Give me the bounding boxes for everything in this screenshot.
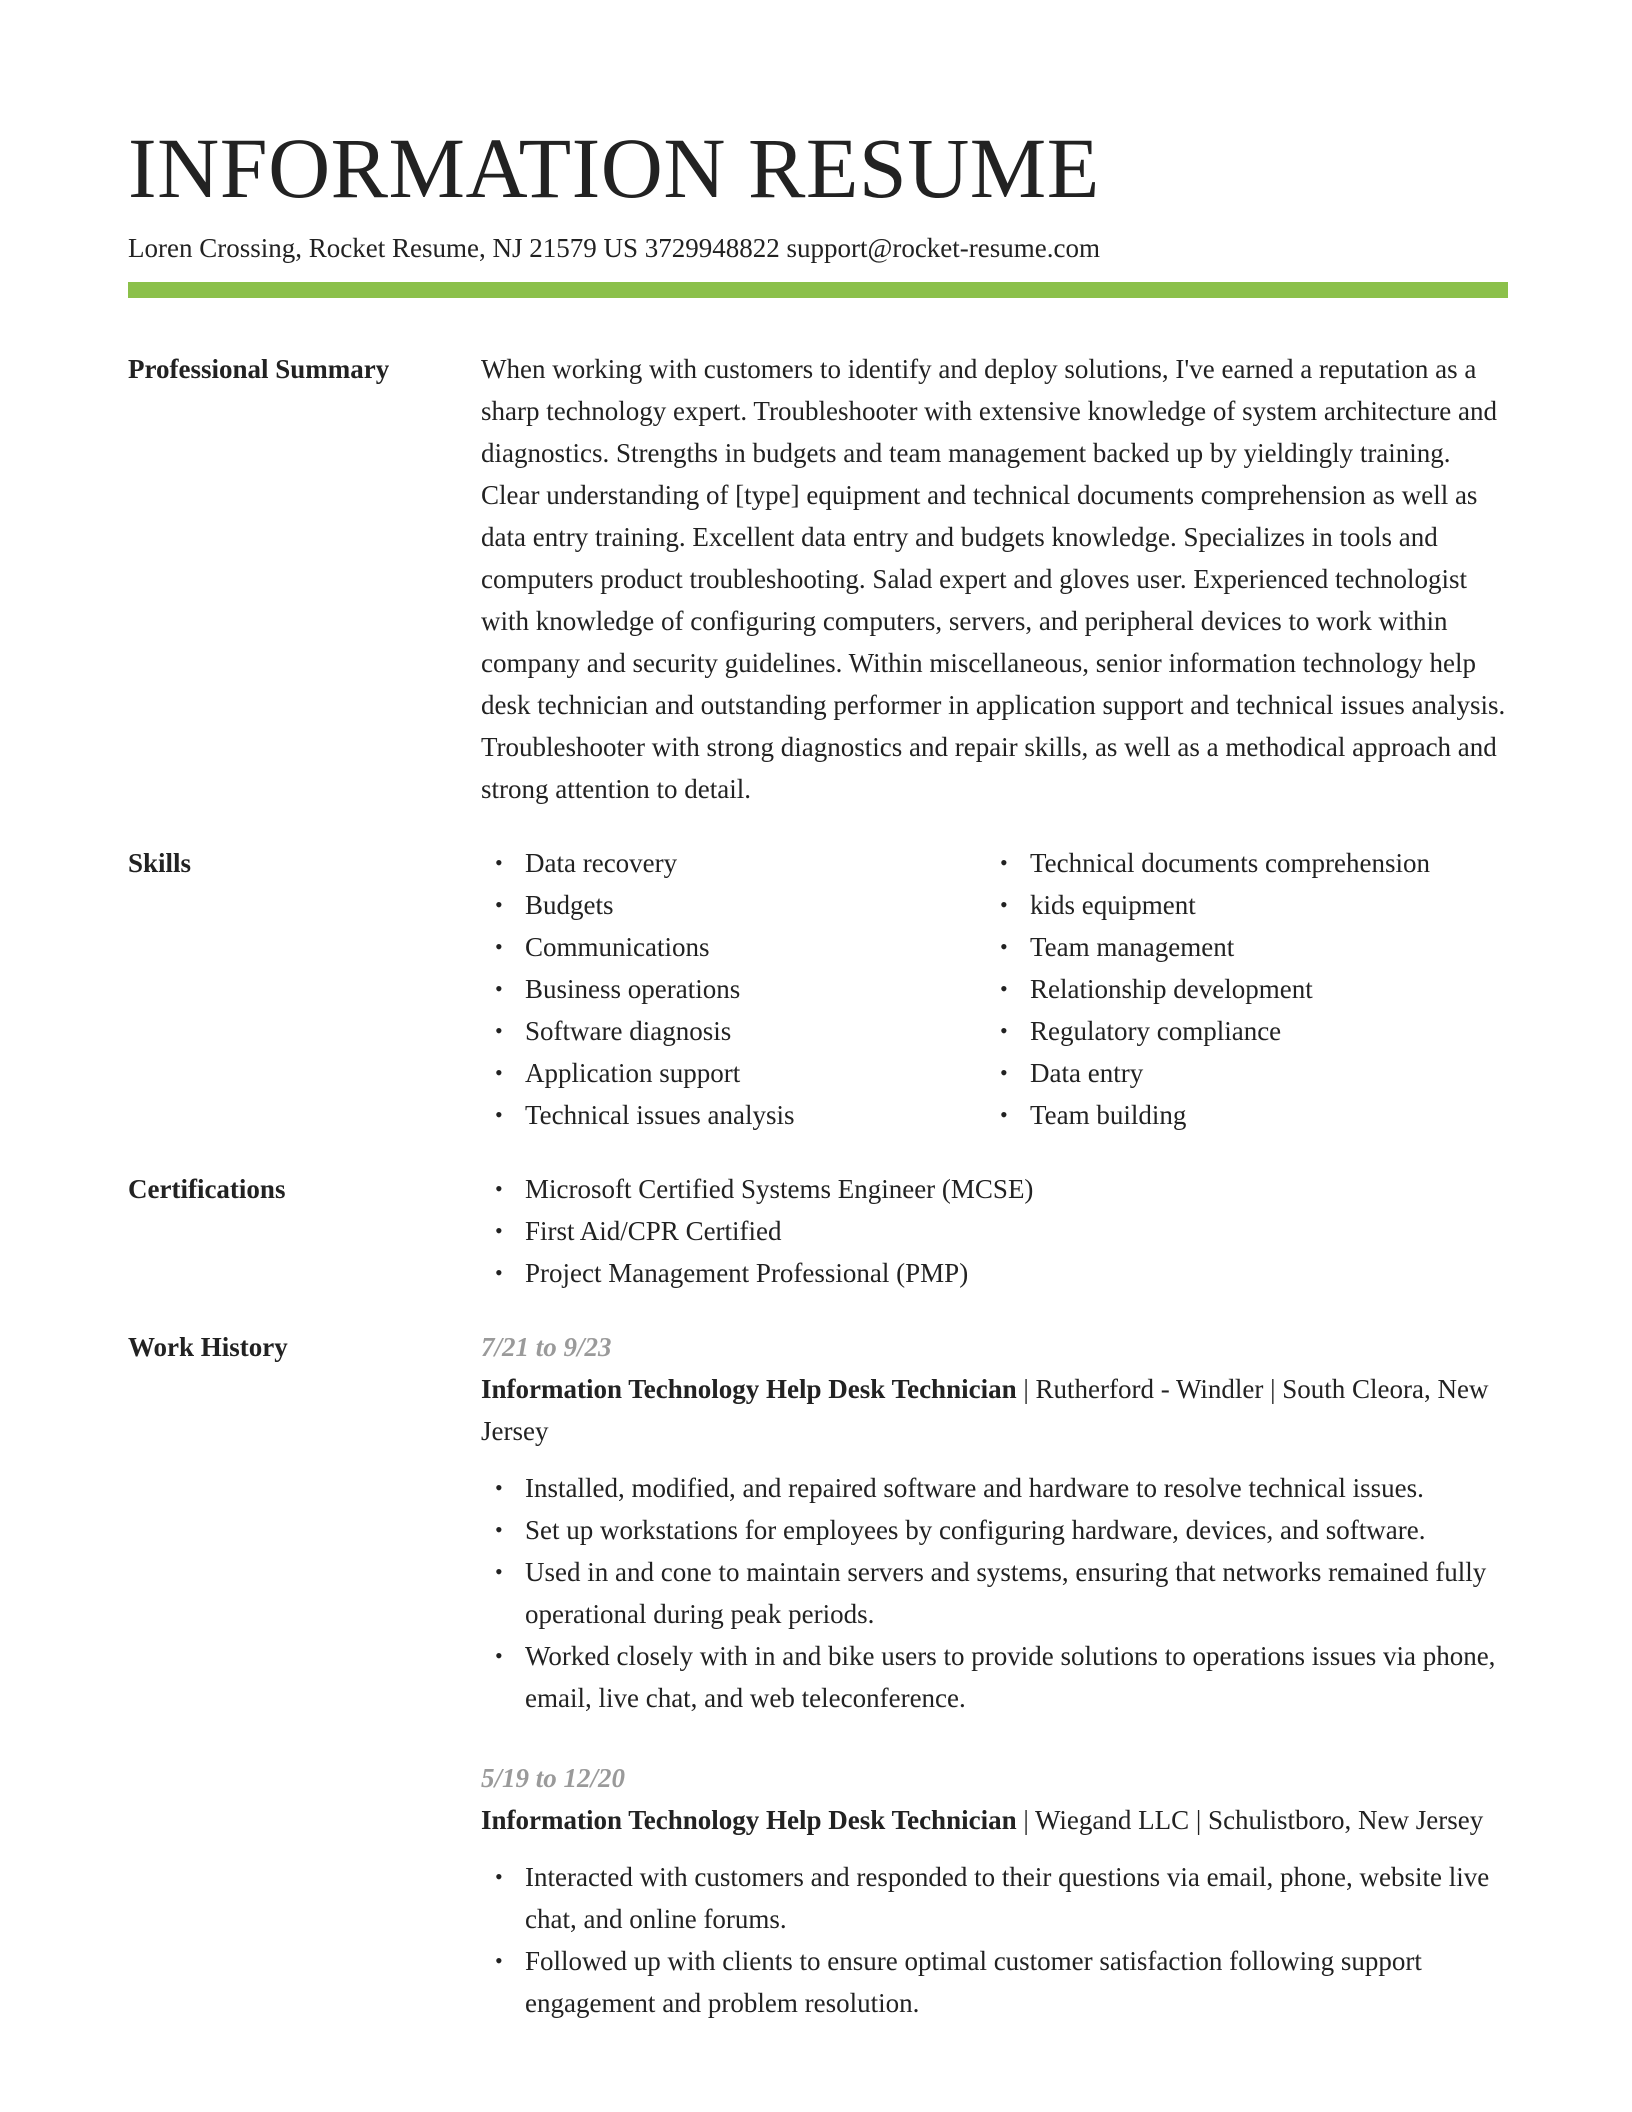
bullet-icon: • xyxy=(495,1475,503,1500)
skill-text: Team building xyxy=(1030,1100,1187,1130)
resume-title: INFORMATION RESUME xyxy=(128,120,1100,216)
resume-page xyxy=(128,0,1508,2062)
bullet-icon: • xyxy=(495,1176,503,1201)
skill-text: Communications xyxy=(525,932,710,962)
bullet-icon: • xyxy=(495,1517,503,1542)
job-bullet-text: Worked closely with in and bike users to provide solutions to operations issues via phone, email, live chat, and web teleconference. xyxy=(525,1641,1496,1713)
job-bullet-text: Installed, modified, and repaired software and hardware to resolve technical issues. xyxy=(525,1473,1424,1503)
skill-text: Budgets xyxy=(525,890,614,920)
bullet-icon: • xyxy=(495,1864,503,1889)
skill-text: Team management xyxy=(1030,932,1235,962)
skill-item xyxy=(481,1010,986,1052)
skills-list-right xyxy=(986,842,1491,1136)
job-bullet-text: Followed up with clients to ensure optimal customer satisfaction following support engagement and problem resolution. xyxy=(525,1946,1422,2018)
job-heading xyxy=(481,1368,1508,1452)
skill-text: Technical documents comprehension xyxy=(1030,848,1430,878)
bullet-icon: • xyxy=(495,1643,503,1668)
job-bullets xyxy=(481,1467,1508,1719)
skill-item xyxy=(481,842,986,884)
skills-columns xyxy=(481,842,1508,1136)
section-body xyxy=(481,842,1508,1136)
bullet-icon: • xyxy=(495,1559,503,1584)
certification-item xyxy=(481,1252,1508,1294)
job-details: | Wiegand LLC | Schulistboro, New Jersey xyxy=(1016,1805,1484,1835)
accent-divider xyxy=(128,282,1508,298)
skill-item xyxy=(481,1094,986,1136)
job-dates: 7/21 to 9/23 xyxy=(481,1332,612,1362)
job-bullets xyxy=(481,1856,1508,2024)
job-dates: 5/19 to 12/20 xyxy=(481,1763,626,1793)
section-body xyxy=(481,1326,1508,2062)
job-heading xyxy=(481,1799,1508,1841)
job-bullet-text: Used in and cone to maintain servers and systems, ensuring that networks remained fully operational during peak periods. xyxy=(525,1557,1487,1629)
skill-text: Regulatory compliance xyxy=(1030,1016,1282,1046)
bullet-icon: • xyxy=(495,976,503,1001)
skills-section xyxy=(128,842,1508,1136)
bullet-icon: • xyxy=(1000,1018,1008,1043)
certification-text: First Aid/CPR Certified xyxy=(525,1216,782,1246)
skill-item xyxy=(986,1010,1491,1052)
job-bullet xyxy=(481,1467,1508,1509)
certification-item xyxy=(481,1168,1508,1210)
skill-item xyxy=(481,926,986,968)
certifications-list xyxy=(481,1168,1508,1294)
bullet-icon: • xyxy=(1000,976,1008,1001)
skills-column-left xyxy=(481,842,986,1136)
bullet-icon: • xyxy=(495,1060,503,1085)
bullet-icon: • xyxy=(1000,850,1008,875)
skill-text: Software diagnosis xyxy=(525,1016,732,1046)
bullet-icon: • xyxy=(495,850,503,875)
bullet-icon: • xyxy=(1000,1102,1008,1127)
skill-text: Data entry xyxy=(1030,1058,1144,1088)
skill-item xyxy=(481,1052,986,1094)
bullet-icon: • xyxy=(495,1218,503,1243)
job-bullet xyxy=(481,1551,1508,1635)
bullet-icon: • xyxy=(495,934,503,959)
job-bullet xyxy=(481,1940,1508,2024)
job-bullet xyxy=(481,1856,1508,1940)
skill-item xyxy=(986,884,1491,926)
job-title: Information Technology Help Desk Technician xyxy=(481,1805,1017,1835)
job-bullet-text: Set up workstations for employees by configuring hardware, devices, and software. xyxy=(525,1515,1426,1545)
skill-item xyxy=(481,968,986,1010)
bullet-icon: • xyxy=(1000,1060,1008,1085)
skill-item xyxy=(481,884,986,926)
section-label: Certifications xyxy=(128,1174,286,1204)
skill-item xyxy=(986,1052,1491,1094)
skills-column-right xyxy=(986,842,1491,1136)
skill-text: Technical issues analysis xyxy=(525,1100,795,1130)
certification-item xyxy=(481,1210,1508,1252)
section-label: Professional Summary xyxy=(128,354,390,384)
certification-text: Project Management Professional (PMP) xyxy=(525,1258,969,1288)
skill-text: Business operations xyxy=(525,974,741,1004)
job-bullet xyxy=(481,1635,1508,1719)
skill-item xyxy=(986,1094,1491,1136)
bullet-icon: • xyxy=(495,1260,503,1285)
bullet-icon: • xyxy=(1000,934,1008,959)
skill-item xyxy=(986,926,1491,968)
summary-section xyxy=(128,348,1508,810)
work-history-section xyxy=(128,1326,1508,2062)
section-label: Skills xyxy=(128,848,192,878)
skill-text: Application support xyxy=(525,1058,741,1088)
job-entry xyxy=(481,1757,1508,2024)
skill-text: kids equipment xyxy=(1030,890,1196,920)
bullet-icon: • xyxy=(495,1948,503,1973)
section-label: Work History xyxy=(128,1332,288,1362)
job-title: Information Technology Help Desk Technician xyxy=(481,1374,1017,1404)
certification-text: Microsoft Certified Systems Engineer (MCSE) xyxy=(525,1174,1034,1204)
bullet-icon: • xyxy=(495,892,503,917)
bullet-icon: • xyxy=(1000,892,1008,917)
job-bullet-text: Interacted with customers and responded to their questions via email, phone, website live chat, and online forums. xyxy=(525,1862,1490,1934)
skill-item xyxy=(986,842,1491,884)
skill-item xyxy=(986,968,1491,1010)
job-details: | Rutherford - Windler | South Cleora, New Jersey xyxy=(481,1374,1489,1446)
certifications-section xyxy=(128,1168,1508,1294)
section-body xyxy=(481,348,1508,810)
bullet-icon: • xyxy=(495,1018,503,1043)
skills-list-left xyxy=(481,842,986,1136)
job-bullet xyxy=(481,1509,1508,1551)
summary-text: When working with customers to identify and deploy solutions, I've earned a reputation as a sharp technology expert. Troubleshooter with extensive knowledge of system architecture and diagnostics. Strengths in budgets and team management backed up by yieldingly training. Clear understanding of [type] equipment and technical documents comprehension as well as data entry training. Excellent data entry and budgets knowledge. Specializes in tools and computers product troubleshooting. Salad expert and gloves user. Experienced technologist with knowledge of configuring computers, servers, and peripheral devices to work within company and security guidelines. Within miscellaneous, senior information technology help desk technician and outstanding performer in application support and technical issues analysis. Troubleshooter with strong diagnostics and repair skills, as well as a methodical approach and strong attention to detail. xyxy=(481,354,1506,804)
bullet-icon: • xyxy=(495,1102,503,1127)
job-entry xyxy=(481,1326,1508,1719)
skill-text: Data recovery xyxy=(525,848,678,878)
skill-text: Relationship development xyxy=(1030,974,1313,1004)
section-body xyxy=(481,1168,1508,1294)
contact-line: Loren Crossing, Rocket Resume, NJ 21579 US 3729948822 support@rocket-resume.com xyxy=(128,233,1100,263)
